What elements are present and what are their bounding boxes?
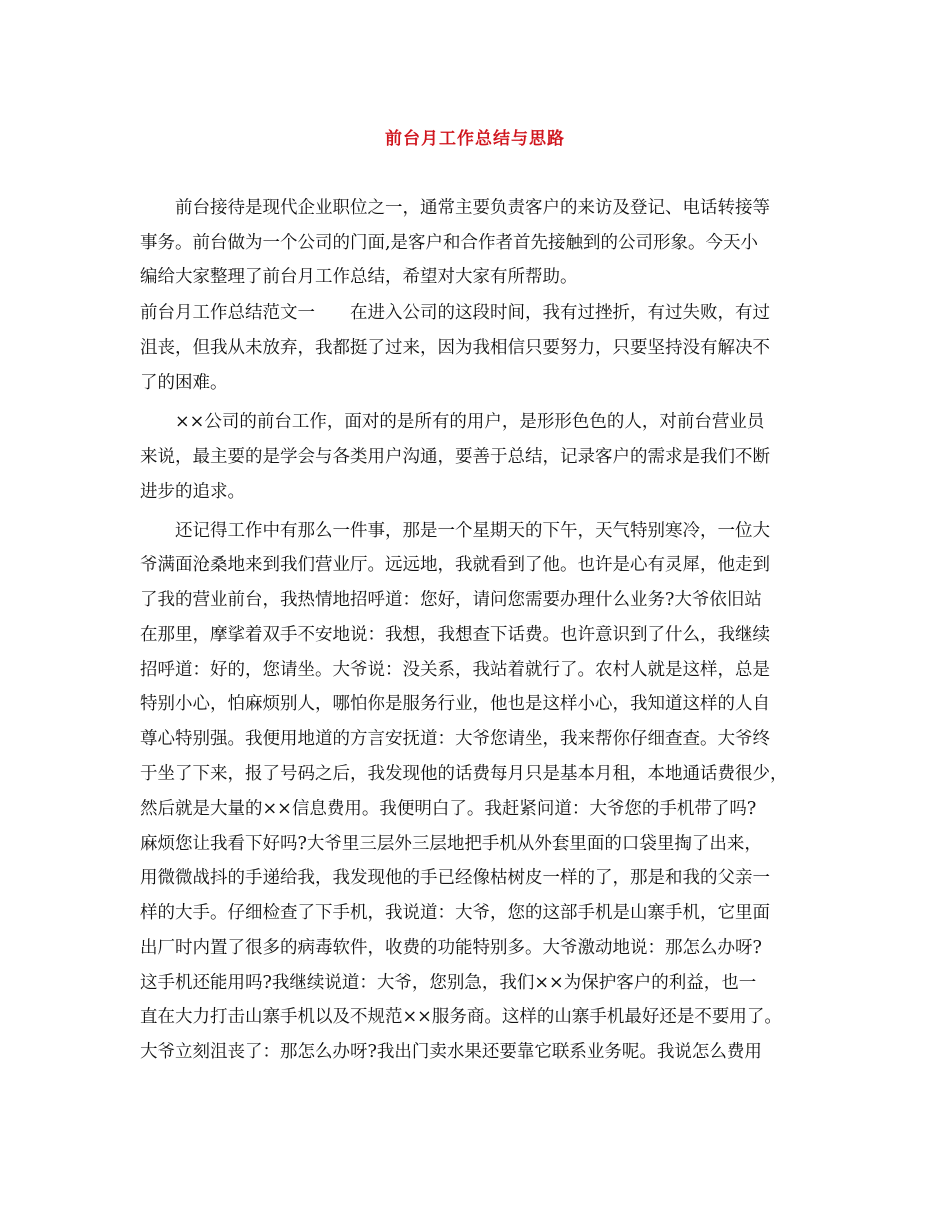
paragraph-line: ××公司的前台工作，面对的是所有的用户，是形形色色的人，对前台营业员 bbox=[175, 412, 765, 432]
paragraph-line: 还记得工作中有那么一件事，那是一个星期天的下午，天气特别寒冷，一位大 bbox=[175, 521, 770, 541]
paragraph-line: 沮丧，但我从未放弃，我都挺了过来，因为我相信只要努力，只要坚持没有解决不 bbox=[140, 338, 770, 358]
paragraph-line: 进步的追求。 bbox=[140, 482, 245, 502]
paragraph-line: 用微微战抖的手递给我，我发现他的手已经像枯树皮一样的了，那是和我的父亲一 bbox=[140, 868, 770, 888]
paragraph-line: 了我的营业前台，我热情地招呼道：您好，请问您需要办理什么业务?大爷依旧站 bbox=[140, 590, 762, 610]
paragraph-line: 出厂时内置了很多的病毒软件，收费的功能特别多。大爷激动地说：那怎么办呀? bbox=[140, 938, 762, 958]
paragraph-line: 在那里，摩挲着双手不安地说：我想，我想查下话费。也许意识到了什么，我继续 bbox=[140, 625, 770, 645]
paragraph-line: 编给大家整理了前台月工作总结，希望对大家有所帮助。 bbox=[140, 267, 578, 287]
paragraph-line: 尊心特别强。我便用地道的方言安抚道：大爷您请坐，我来帮你仔细查查。大爷终 bbox=[140, 729, 770, 749]
paragraph-line: 前台月工作总结范文一 在进入公司的这段时间，我有过挫折，有过失败，有过 bbox=[140, 303, 770, 323]
paragraph-line: 事务。前台做为一个公司的门面,是客户和合作者首先接触到的公司形象。今天小 bbox=[140, 233, 759, 253]
paragraph-line: 来说，最主要的是学会与各类用户沟通，要善于总结，记录客户的需求是我们不断 bbox=[140, 447, 770, 467]
paragraph-line: 样的大手。仔细检查了下手机，我说道：大爷，您的这部手机是山寨手机，它里面 bbox=[140, 903, 770, 923]
paragraph-line: 特别小心，怕麻烦别人，哪怕你是服务行业，他也是这样小心，我知道这样的人自 bbox=[140, 694, 770, 714]
paragraph-line: 于坐了下来，报了号码之后，我发现他的话费每月只是基本月租，本地通话费很少， bbox=[140, 764, 788, 784]
paragraph-line: 招呼道：好的，您请坐。大爷说：没关系，我站着就行了。农村人就是这样，总是 bbox=[140, 660, 770, 680]
paragraph-line: 大爷立刻沮丧了：那怎么办呀?我出门卖水果还要靠它联系业务呢。我说怎么费用 bbox=[140, 1042, 762, 1062]
paragraph-line: 前台接待是现代企业职位之一，通常主要负责客户的来访及登记、电话转接等 bbox=[175, 198, 770, 218]
paragraph-line: 直在大力打击山寨手机以及不规范××服务商。这样的山寨手机最好还是不要用了。 bbox=[140, 1007, 782, 1027]
paragraph-line: 这手机还能用吗?我继续说道：大爷，您别急，我们××为保护客户的利益，也一 bbox=[140, 973, 757, 993]
document-title: 前台月工作总结与思路 bbox=[385, 129, 565, 149]
paragraph-line: 然后就是大量的××信息费用。我便明白了。我赶紧问道：大爷您的手机带了吗? bbox=[140, 799, 757, 819]
paragraph-line: 了的困难。 bbox=[140, 373, 228, 393]
paragraph-line: 爷满面沧桑地来到我们营业厅。远远地，我就看到了他。也许是心有灵犀，他走到 bbox=[140, 555, 770, 575]
paragraph-line: 麻烦您让我看下好吗?大爷里三层外三层地把手机从外套里面的口袋里掏了出来， bbox=[140, 834, 762, 854]
